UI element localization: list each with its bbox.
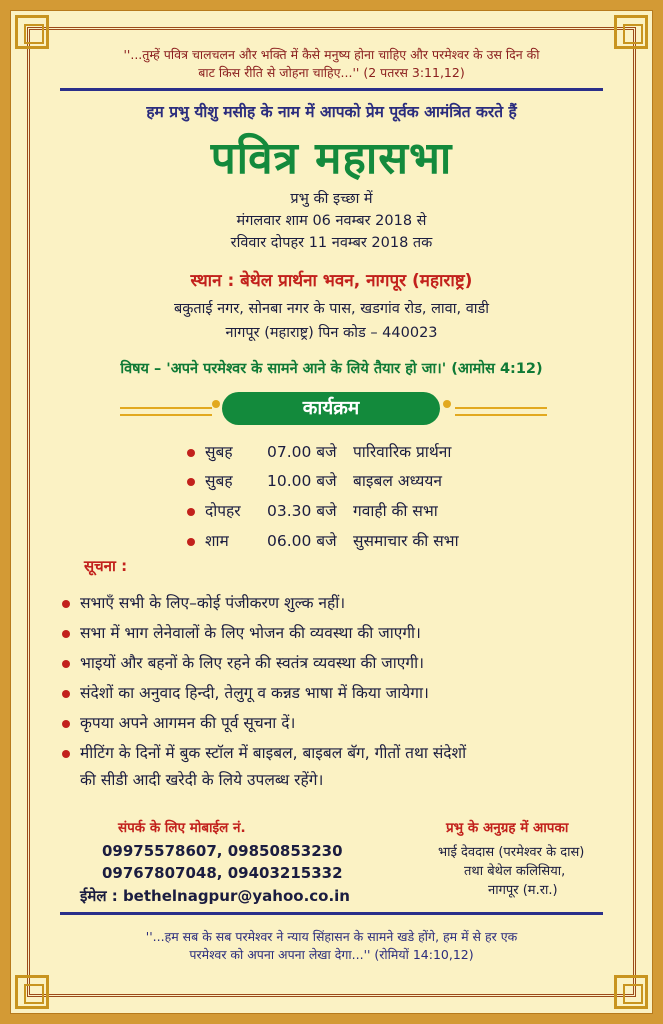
notice-item: सभाएँ सभी के लिए–कोई पंजीकरण शुल्क नहीं।: [62, 591, 345, 613]
dates-line1: प्रभु की इच्छा में: [290, 191, 373, 207]
bullet-icon: [62, 660, 70, 668]
notice-item-continuation: की सीडी आदी खरेदी के लिये उपलब्ध रहेंगे।: [80, 771, 324, 789]
program-heading: कार्यक्रम: [222, 392, 440, 425]
notice-item: सभा में भाग लेनेवालों के लिए भोजन की व्यवस्था की जाएगी।: [62, 621, 421, 643]
footer-quote-line1: ''...हम सब के सब परमेश्वर ने न्याय सिंहासन के सामने खडे होंगे, हम में से हर एक: [145, 929, 518, 944]
bullet-icon: [187, 449, 195, 457]
contact-heading: संपर्क के लिए मोबाईल नं.: [118, 820, 246, 836]
notice-item: संदेशों का अनुवाद हिन्दी, तेलुगू व कन्नड भाषा में किया जायेगा।: [62, 681, 429, 703]
schedule-item: शाम 06.00 बजे सुसमाचार की सभा: [187, 529, 459, 551]
contact-phones2: 09767807048, 09403215332: [102, 864, 343, 882]
program-ornament-left: [120, 407, 212, 409]
bullet-icon: [62, 630, 70, 638]
sender-line3: नागपूर (म.रा.): [488, 883, 558, 898]
schedule-item: सुबह 07.00 बजे पारिवारिक प्रार्थना: [187, 440, 451, 462]
bullet-icon: [187, 538, 195, 546]
footer-divider: [60, 912, 603, 915]
sender-heading: प्रभु के अनुग्रह में आपका: [446, 820, 569, 836]
corner-ornament-icon: [614, 975, 648, 1009]
contact-phones1: 09975578607, 09850853230: [102, 842, 343, 860]
bullet-icon: [62, 690, 70, 698]
header-divider: [60, 88, 603, 91]
footer-quote-line2: परमेश्वर को अपना अपना लेखा देगा...'' (रोमियों 14:10,12): [189, 947, 474, 962]
bullet-icon: [62, 750, 70, 758]
notice-item: कृपया अपने आगमन की पूर्व सूचना दें।: [62, 711, 295, 733]
venue-address1: बकुताई नगर, सोनबा नगर के पास, खडगांव रोड, लावा, वाडी: [173, 301, 490, 317]
notice-item: भाइयों और बहनों के लिए रहने की स्वतंत्र व्यवस्था की जाएगी।: [62, 651, 424, 673]
dates-line2: मंगलवार शाम 06 नवम्बर 2018 से: [236, 213, 427, 229]
bullet-icon: [187, 508, 195, 516]
bullet-icon: [62, 600, 70, 608]
ornament-dot-icon: [212, 400, 220, 408]
dates-line3: रविवार दोपहर 11 नवम्बर 2018 तक: [230, 235, 433, 251]
corner-ornament-icon: [15, 15, 49, 49]
header-quote-line2: बाट किस रीति से जोहना चाहिए...'' (2 पतरस 3:11,12): [198, 65, 465, 80]
corner-ornament-icon: [15, 975, 49, 1009]
subject-line: विषय – 'अपने परमेश्वर के सामने आने के लिये तैयार हो जा।' (आमोस 4:12): [120, 361, 543, 377]
schedule-item: सुबह 10.00 बजे बाइबल अध्ययन: [187, 469, 442, 491]
program-ornament-right: [455, 407, 547, 409]
bullet-icon: [62, 720, 70, 728]
contact-email: ईमेल : bethelnagpur@yahoo.co.in: [80, 887, 350, 905]
schedule-item: दोपहर 03.30 बजे गवाही की सभा: [187, 499, 438, 521]
corner-ornament-icon: [614, 15, 648, 49]
sender-line2: तथा बेथेल कलिसिया,: [464, 864, 566, 879]
venue-title: स्थान : बेथेल प्रार्थना भवन, नागपूर (महाराष्ट्र): [190, 271, 473, 291]
notice-item: मीटिंग के दिनों में बुक स्टॉल में बाइबल, बाइबल बॅग, गीतों तथा संदेशों: [62, 741, 466, 763]
header-quote-line1: ''...तुम्हें पवित्र चालचलन और भक्ति में कैसे मनुष्य होना चाहिए और परमेश्वर के उस दिन की: [123, 47, 540, 62]
notice-heading: सूचना :: [84, 557, 128, 575]
event-title: पवित्र महासभा: [210, 133, 453, 184]
venue-address2: नागपूर (महाराष्ट्र) पिन कोड – 440023: [225, 325, 438, 341]
invitation-line: हम प्रभु यीशु मसीह के नाम में आपको प्रेम पूर्वक आमंत्रित करते हैं: [146, 103, 517, 121]
bullet-icon: [187, 478, 195, 486]
ornament-dot-icon: [443, 400, 451, 408]
sender-line1: भाई देवदास (परमेश्वर के दास): [438, 845, 585, 860]
